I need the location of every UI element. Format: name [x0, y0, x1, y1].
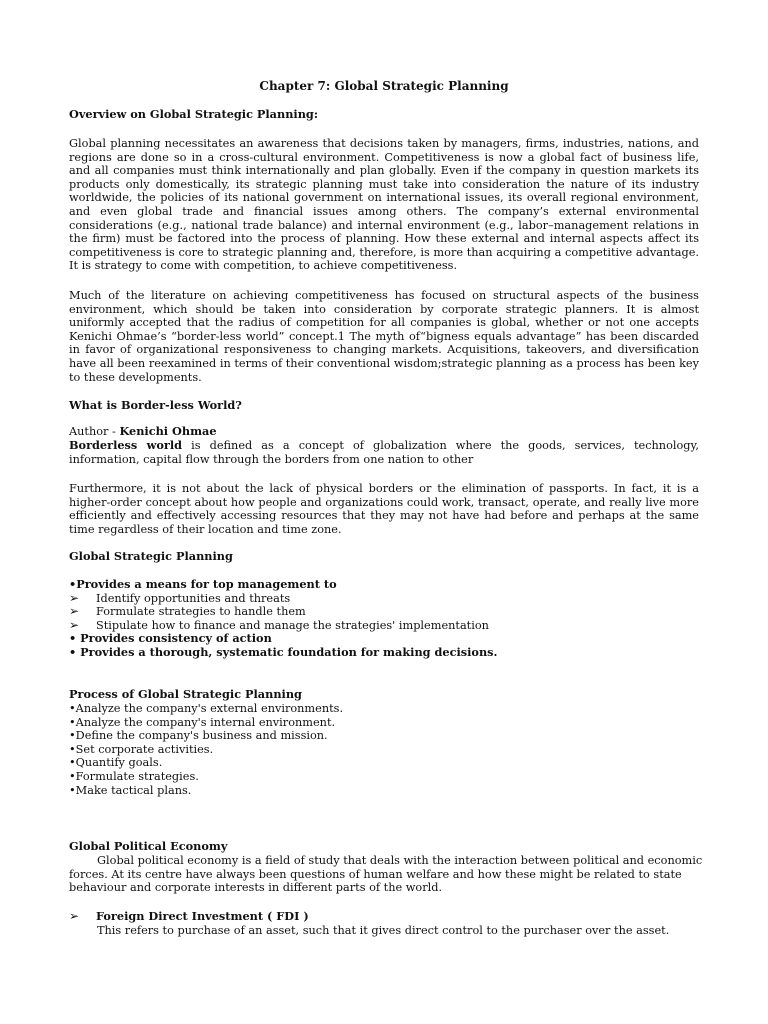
gpe-paragraph	[69, 854, 703, 895]
author-name: Kenichi Ohmae	[119, 424, 217, 438]
borderless-paragraph: Furthermore, it is not about the lack of physical borders or the elimination of passports. In fact, it is a higher-order concept about how people and organizations could work, transact, operate, and really live more efficiently and effectively accessing resources that they may not have had before and perhaps at the same time regardless of their location and time zone.	[69, 482, 699, 536]
process-item: •Analyze the company's internal environment.	[69, 715, 336, 729]
gsp-bullet-consistency: • Provides consistency of action	[69, 631, 272, 646]
gsp-list	[69, 578, 699, 660]
gsp-sub-item	[69, 619, 699, 633]
gsp-bullet-foundation: • Provides a thorough, systematic foundation for making decisions.	[69, 644, 498, 659]
gsp-heading: Global Strategic Planning	[69, 549, 233, 563]
gsp-bullet-means: •Provides a means for top management to	[69, 577, 337, 591]
gpe-line: forces. At its centre have always been questions of human welfare and how these might be related to state	[69, 867, 682, 881]
author-label: Author -	[69, 425, 120, 438]
gpe-heading: Global Political Economy	[69, 839, 228, 853]
process-item: •Formulate strategies.	[69, 769, 199, 783]
arrow-bullet-icon: ➢	[69, 617, 80, 632]
gsp-sub-item-text: Formulate strategies to handle them	[96, 605, 306, 619]
process-item: •Make tactical plans.	[69, 783, 192, 797]
arrow-bullet-icon: ➢	[69, 590, 80, 605]
gpe-line: behaviour and corporate interests in different parts of the world.	[69, 881, 443, 895]
fdi-section	[69, 910, 699, 937]
process-list	[69, 702, 699, 797]
process-item: •Set corporate activities.	[69, 742, 214, 756]
chapter-title: Chapter 7: Global Strategic Planning	[259, 79, 509, 93]
fdi-heading-line	[69, 910, 699, 924]
process-item: •Quantify goals.	[69, 756, 163, 770]
process-heading: Process of Global Strategic Planning	[69, 687, 302, 701]
overview-paragraph-2: Much of the literature on achieving competitiveness has focused on structural aspects of the business environment, which should be taken into consideration by corporate strategic planners. It is almost uniformly accepted that the radius of competition for all companies is global, whether or not one accepts Kenichi Ohmae’s “border-less world” concept.1 The myth of“bigness equals advantage” has been discarded in favor of organizational responsiveness to changing markets. Acquisitions, takeovers, and diversification have all been reexamined in terms of their conventional wisdom;strategic planning as a process has been key to these developments.	[69, 289, 699, 384]
overview-paragraph-1: Global planning necessitates an awareness that decisions taken by managers, firms, industries, nations, and regions are done so in a cross-cultural environment. Competitiveness is now a global fact of business life, and all companies must think internationally and plan globally. Even if the company in question markets its products only domestically, its strategic planning must take into consideration the nature of its industry worldwide, the policies of its national government on international issues, its overall regional environment, and even global trade and financial issues among others. The company’s external environmental considerations (e.g., national trade balance) and internal environment (e.g., labor–management relations in the firm) must be factored into the process of planning. How these external and internal aspects affect its competitiveness is core to strategic planning and, therefore, is more than acquiring a competitive advantage. It is strategy to come with competition, to achieve competitiveness.	[69, 137, 699, 273]
borderless-heading: What is Border-less World?	[69, 398, 242, 412]
process-item: •Analyze the company's external environments.	[69, 702, 344, 715]
process-item: •Define the company's business and mission.	[69, 729, 328, 743]
gsp-sub-item-text: Identify opportunities and threats	[96, 591, 291, 605]
gsp-sub-item	[69, 592, 699, 606]
gpe-line: Global political economy is a field of study that deals with the interaction between political and economic	[97, 854, 703, 867]
author-line	[69, 425, 699, 439]
gsp-sub-item-text: Stipulate how to finance and manage the strategies' implementation	[96, 618, 489, 632]
borderless-definition	[69, 439, 699, 466]
fdi-heading: Foreign Direct Investment ( FDI )	[96, 909, 309, 923]
borderless-definition-text: is defined as a concept of globalization where the goods, services, technology, information, capital flow through the borders from one nation to other	[69, 439, 700, 466]
fdi-text: This refers to purchase of an asset, such that it gives direct control to the purchaser over the asset.	[97, 923, 670, 937]
gsp-sub-item	[69, 605, 699, 619]
borderless-term: Borderless world	[69, 438, 183, 452]
arrow-bullet-icon: ➢	[69, 909, 80, 923]
arrow-bullet-icon: ➢	[69, 604, 80, 619]
overview-heading: Overview on Global Strategic Planning:	[69, 107, 319, 121]
